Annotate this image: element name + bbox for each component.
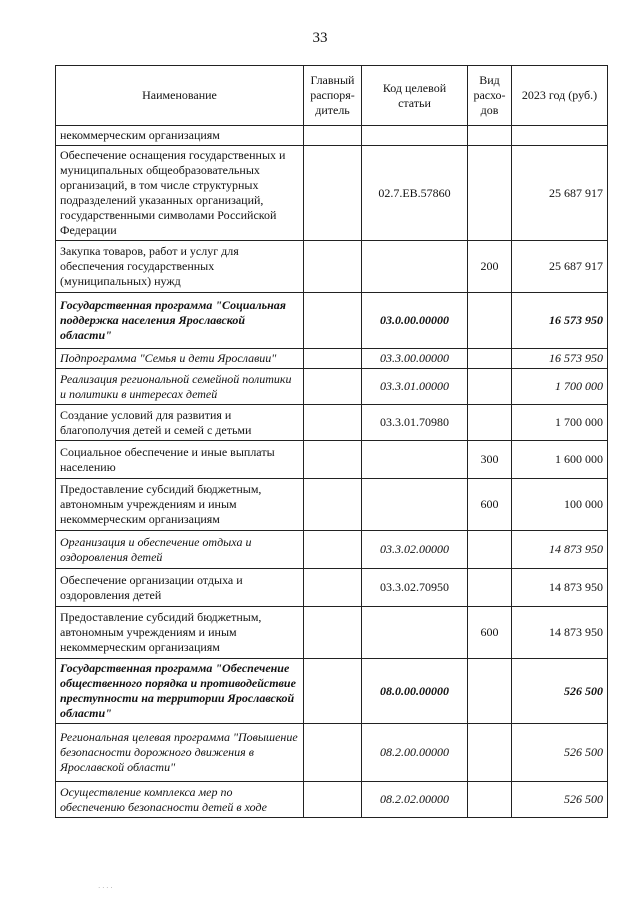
cell-type [468,405,512,441]
header-amount: 2023 год (руб.) [512,66,608,126]
cell-amount: 526 500 [512,724,608,782]
cell-type [468,782,512,818]
cell-code: 08.2.00.00000 [362,724,468,782]
table-row [56,531,608,569]
cell-type [468,659,512,724]
cell-code [362,607,468,659]
cell-amount: 14 873 950 [512,569,608,607]
cell-admin [304,405,362,441]
cell-admin [304,607,362,659]
cell-name: некоммерческим организациям [56,126,304,146]
cell-name: Реализация региональной семейной политики и политики в интересах детей [56,369,304,405]
cell-name: Закупка товаров, работ и услуг для обеспечения государственных (муниципальных) нужд [56,241,304,293]
cell-code: 08.2.02.00000 [362,782,468,818]
cell-amount: 16 573 950 [512,349,608,369]
cell-amount: 1 600 000 [512,441,608,479]
cell-code: 03.3.02.00000 [362,531,468,569]
cell-amount: 25 687 917 [512,241,608,293]
cell-code [362,479,468,531]
cell-type [468,724,512,782]
cell-code: 03.3.01.00000 [362,369,468,405]
cell-name: Предоставление субсидий бюджетным, автономным учреждениям и иным некоммерческим организациям [56,479,304,531]
cell-name: Создание условий для развития и благополучия детей и семей с детьми [56,405,304,441]
table-row [56,607,608,659]
cell-type [468,349,512,369]
cell-type [468,531,512,569]
cell-code: 03.3.01.70980 [362,405,468,441]
cell-type [468,569,512,607]
cell-admin [304,126,362,146]
cell-amount: 526 500 [512,659,608,724]
cell-code: 02.7.ЕВ.57860 [362,146,468,241]
cell-amount: 14 873 950 [512,607,608,659]
table-row [56,441,608,479]
table-header-row [56,66,608,126]
cell-name: Государственная программа "Обеспечение общественного порядка и противодействие преступности на территории Ярославской области" [56,659,304,724]
cell-amount: 100 000 [512,479,608,531]
cell-name: Государственная программа "Социальная поддержка населения Ярославской области" [56,293,304,349]
header-name: Наименование [56,66,304,126]
cell-amount: 14 873 950 [512,531,608,569]
cell-amount: 1 700 000 [512,405,608,441]
cell-amount: 1 700 000 [512,369,608,405]
cell-admin [304,782,362,818]
header-type: Вид расхо-дов [468,66,512,126]
cell-name: Обеспечение организации отдыха и оздоровления детей [56,569,304,607]
table-row [56,782,608,818]
cell-name: Обеспечение оснащения государственных и муниципальных общеобразовательных организаций, в том числе структурных подразделений указанных организаций, государственными символами Российской Федерации [56,146,304,241]
cell-name: Осуществление комплекса мер по обеспечению безопасности детей в ходе [56,782,304,818]
cell-code: 03.3.02.70950 [362,569,468,607]
table-row [56,569,608,607]
cell-amount [512,126,608,146]
cell-code: 08.0.00.00000 [362,659,468,724]
cell-admin [304,369,362,405]
cell-type: 300 [468,441,512,479]
cell-type: 600 [468,607,512,659]
cell-admin [304,146,362,241]
cell-type [468,126,512,146]
cell-type [468,146,512,241]
table-row [56,349,608,369]
table-row [56,369,608,405]
header-code: Код целевой статьи [362,66,468,126]
cell-type: 200 [468,241,512,293]
page-number: 33 [312,30,328,46]
cell-name: Региональная целевая программа "Повышение безопасности дорожного движения в Ярославской области" [56,724,304,782]
table-row [56,405,608,441]
cell-amount: 526 500 [512,782,608,818]
cell-admin [304,349,362,369]
cell-admin [304,441,362,479]
header-admin: Главный распоря-дитель [304,66,362,126]
cell-code [362,241,468,293]
cell-type [468,369,512,405]
cell-admin [304,479,362,531]
cell-code [362,126,468,146]
cell-admin [304,724,362,782]
cell-code: 03.0.00.00000 [362,293,468,349]
cell-type: 600 [468,479,512,531]
cell-amount: 25 687 917 [512,146,608,241]
footer-mark: · · · · [98,884,113,892]
budget-table [55,65,608,818]
cell-code: 03.3.00.00000 [362,349,468,369]
cell-admin [304,569,362,607]
table-body [56,126,608,818]
table-row [56,659,608,724]
table-row [56,241,608,293]
cell-type [468,293,512,349]
table-row [56,126,608,146]
table-row [56,293,608,349]
cell-admin [304,659,362,724]
table-row [56,479,608,531]
cell-amount: 16 573 950 [512,293,608,349]
cell-name: Социальное обеспечение и иные выплаты населению [56,441,304,479]
cell-name: Предоставление субсидий бюджетным, автономным учреждениям и иным некоммерческим организациям [56,607,304,659]
cell-name: Подпрограмма "Семья и дети Ярославии" [56,349,304,369]
cell-admin [304,293,362,349]
cell-code [362,441,468,479]
table-row [56,724,608,782]
cell-admin [304,531,362,569]
table-row [56,146,608,241]
cell-name: Организация и обеспечение отдыха и оздоровления детей [56,531,304,569]
cell-admin [304,241,362,293]
